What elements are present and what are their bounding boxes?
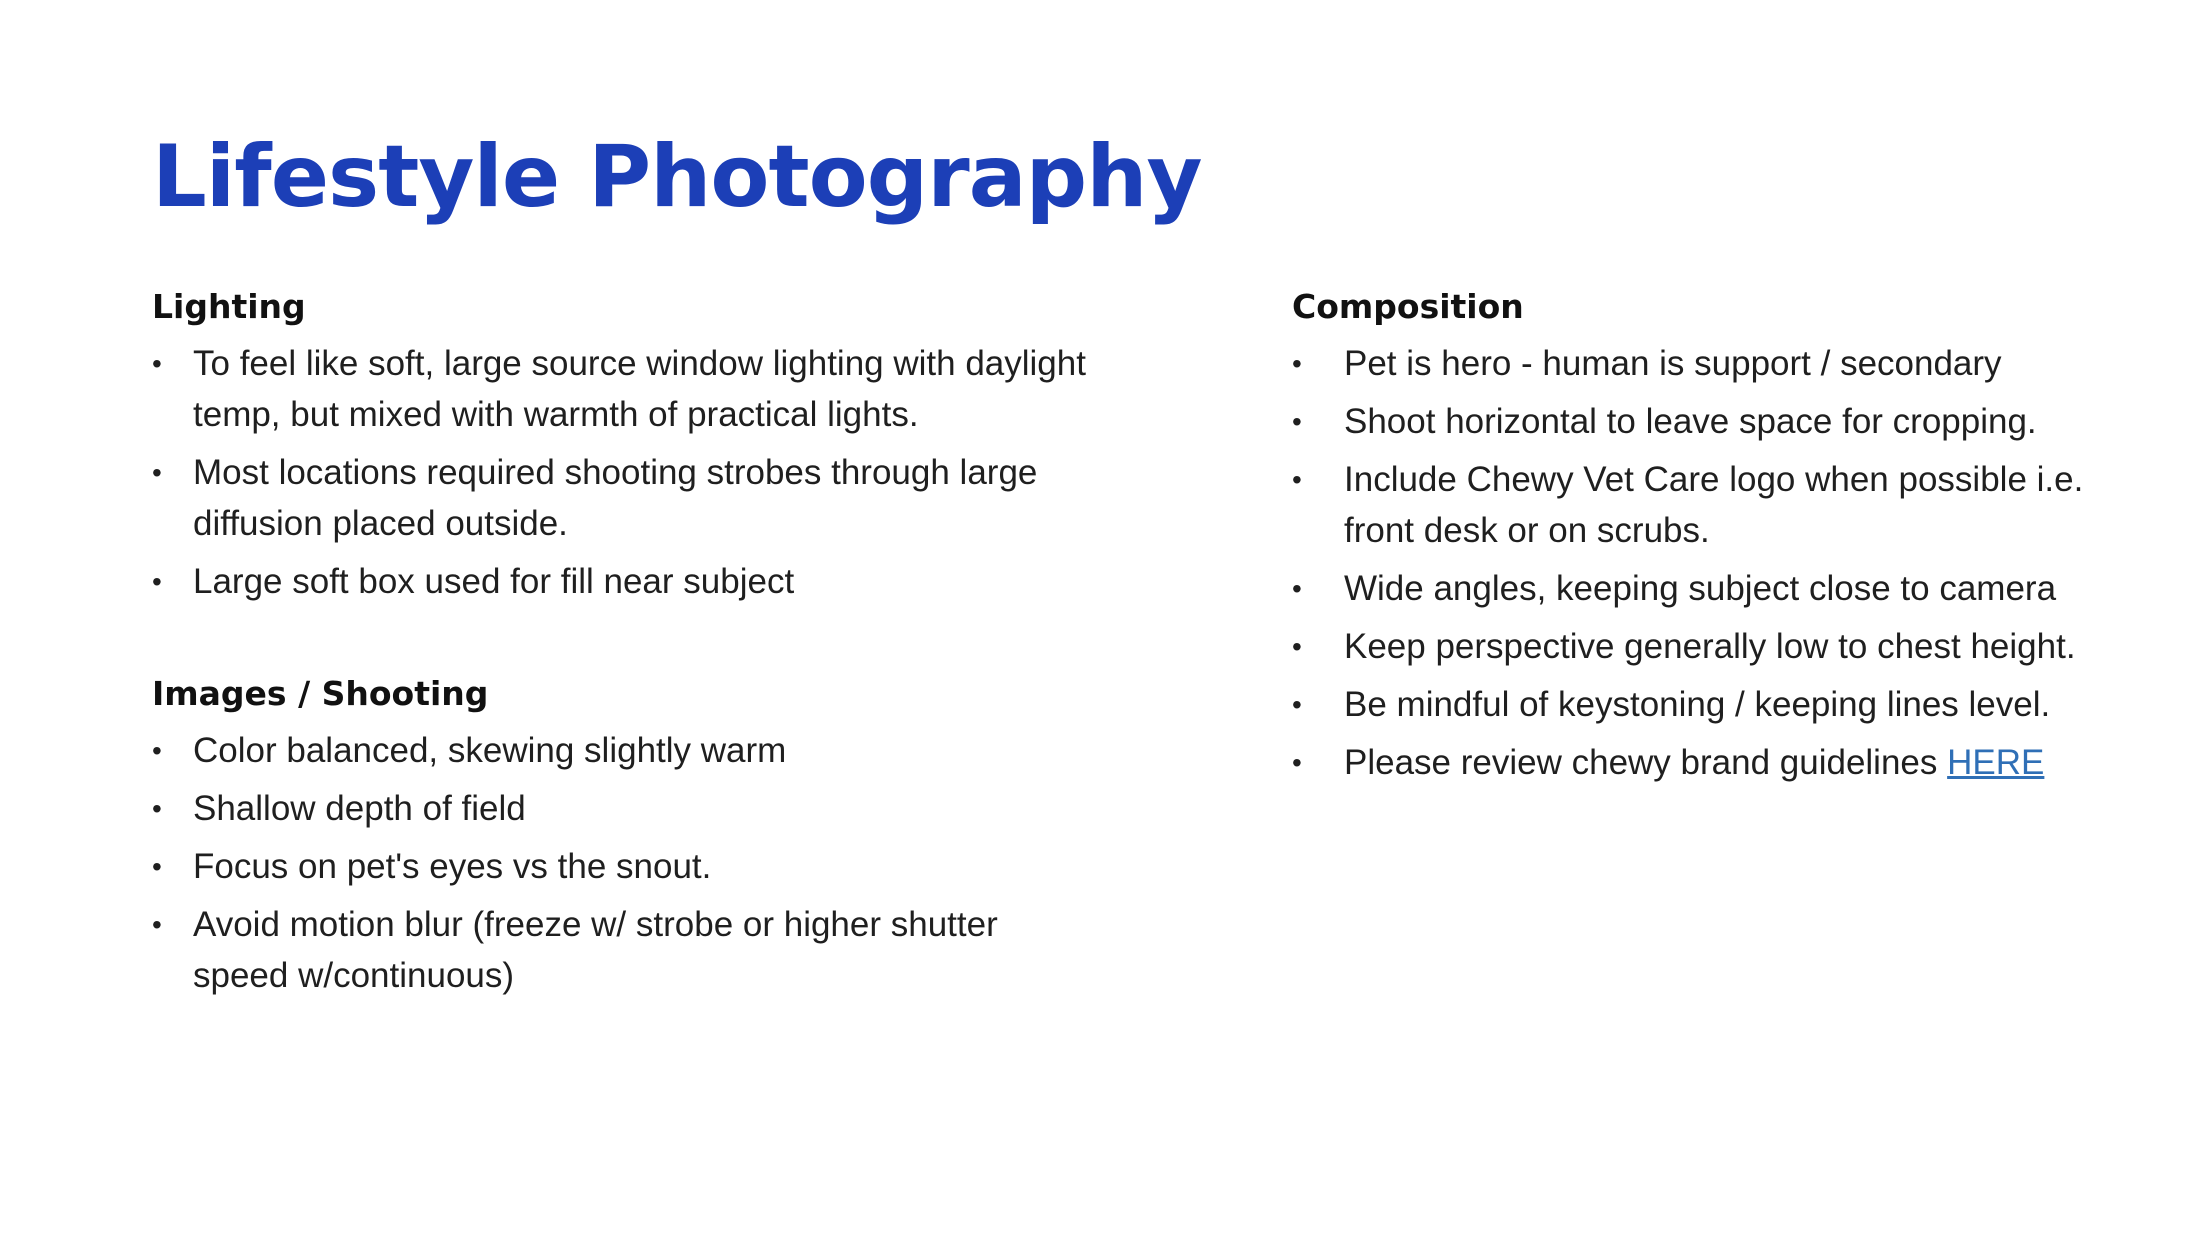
list-item <box>152 899 1092 1001</box>
bullet-icon: • <box>152 851 162 882</box>
list-item <box>1292 396 2152 447</box>
page-title: Lifestyle Photography <box>152 127 1202 227</box>
list-item <box>1292 621 2152 672</box>
list-item <box>152 338 1092 440</box>
list-item-text: Be mindful of keystoning / keeping lines level. <box>1344 685 2051 724</box>
list-item-text: Pet is hero - human is support / secondary <box>1344 344 2002 383</box>
list-item-text: Color balanced, skewing slightly warm <box>193 731 787 770</box>
list-item-text: Avoid motion blur (freeze w/ strobe or higher shutter speed w/continuous) <box>193 905 998 995</box>
brand-guidelines-link[interactable]: HERE <box>1947 743 2045 782</box>
composition-list <box>1292 338 2152 788</box>
bullet-icon: • <box>152 793 162 824</box>
list-item <box>152 783 1092 834</box>
bullet-icon: • <box>1292 406 1302 437</box>
list-item-text: Please review chewy brand guidelines <box>1344 743 1948 782</box>
list-item <box>152 556 1092 607</box>
bullet-icon: • <box>1292 631 1302 662</box>
list-item-text: Large soft box used for fill near subject <box>193 562 795 601</box>
bullet-icon: • <box>1292 689 1302 720</box>
list-item-text: Shallow depth of field <box>193 789 526 828</box>
bullet-icon: • <box>152 348 162 379</box>
list-item <box>152 725 1092 776</box>
list-item <box>1292 563 2152 614</box>
list-item-text: To feel like soft, large source window lighting with daylight temp, but mixed with warmth of practical lights. <box>193 344 1086 434</box>
bullet-icon: • <box>152 735 162 766</box>
images-shooting-heading: Images / Shooting <box>152 674 489 713</box>
list-item-text: Shoot horizontal to leave space for cropping. <box>1344 402 2037 441</box>
bullet-icon: • <box>1292 464 1302 495</box>
list-item <box>1292 679 2152 730</box>
bullet-icon: • <box>152 457 162 488</box>
list-item-text: Wide angles, keeping subject close to camera <box>1344 569 2057 608</box>
lighting-heading: Lighting <box>152 287 306 326</box>
bullet-icon: • <box>1292 573 1302 604</box>
list-item-text: Focus on pet's eyes vs the snout. <box>193 847 712 886</box>
list-item <box>152 447 1092 549</box>
list-item <box>1292 338 2152 389</box>
right-column <box>1292 282 2152 795</box>
section-spacer <box>152 614 1092 669</box>
left-column <box>152 282 1092 1008</box>
bullet-icon: • <box>1292 747 1302 778</box>
composition-heading: Composition <box>1292 287 1524 326</box>
bullet-icon: • <box>1292 348 1302 379</box>
images-shooting-list <box>152 725 1092 1001</box>
list-item <box>1292 454 2152 556</box>
bullet-icon: • <box>152 909 162 940</box>
list-item-text: Most locations required shooting strobes through large diffusion placed outside. <box>193 453 1038 543</box>
list-item <box>152 841 1092 892</box>
list-item <box>1292 737 2152 788</box>
list-item-text: Keep perspective generally low to chest height. <box>1344 627 2076 666</box>
bullet-icon: • <box>152 566 162 597</box>
list-item-text: Include Chewy Vet Care logo when possible i.e. front desk or on scrubs. <box>1344 460 2084 550</box>
lighting-list <box>152 338 1092 607</box>
